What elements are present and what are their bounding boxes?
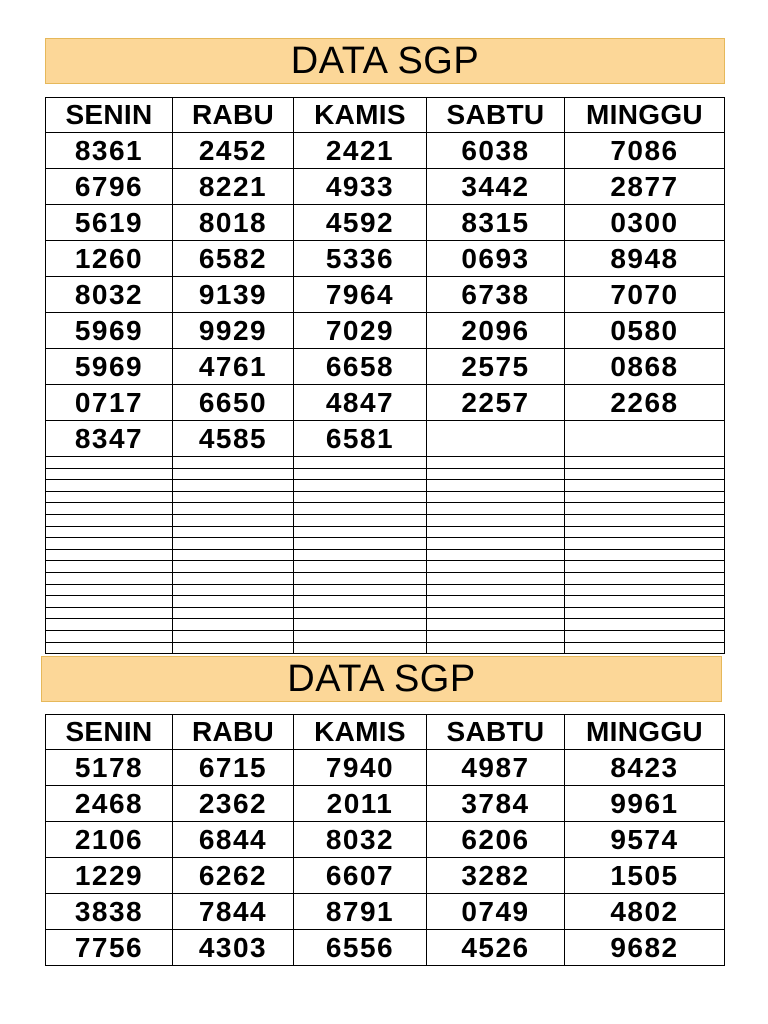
empty-row [46, 607, 725, 619]
table-cell: 6738 [427, 277, 565, 313]
empty-cell [173, 572, 294, 584]
table-cell: 8361 [46, 133, 173, 169]
empty-cell [294, 584, 427, 596]
table-cell: 6796 [46, 169, 173, 205]
table-cell: 2362 [173, 786, 294, 822]
table-cell: 4987 [427, 750, 565, 786]
section-2-title: DATA SGP [41, 656, 722, 702]
table-row [46, 349, 725, 385]
empty-cell [294, 503, 427, 515]
table-cell: 3784 [427, 786, 565, 822]
empty-cell [294, 514, 427, 526]
table-cell: 4847 [294, 385, 427, 421]
table-cell: 2468 [46, 786, 173, 822]
empty-cell [294, 480, 427, 492]
empty-cell [565, 526, 725, 538]
empty-cell [46, 561, 173, 573]
empty-cell [46, 630, 173, 642]
empty-cell [565, 619, 725, 631]
empty-cell [427, 503, 565, 515]
empty-cell [294, 642, 427, 654]
column-header-senin: SENIN [46, 98, 173, 133]
table-row [46, 822, 725, 858]
table-cell: 7964 [294, 277, 427, 313]
table-cell: 6715 [173, 750, 294, 786]
empty-row [46, 572, 725, 584]
table-cell: 7844 [173, 894, 294, 930]
table-cell: 0580 [565, 313, 725, 349]
empty-cell [427, 607, 565, 619]
empty-cell [46, 584, 173, 596]
table-cell: 6038 [427, 133, 565, 169]
table-cell: 4761 [173, 349, 294, 385]
empty-cell [173, 468, 294, 480]
empty-row [46, 468, 725, 480]
table-cell: 7070 [565, 277, 725, 313]
table-cell: 9139 [173, 277, 294, 313]
table-cell: 6650 [173, 385, 294, 421]
table-cell: 2575 [427, 349, 565, 385]
column-header-kamis: KAMIS [294, 98, 427, 133]
empty-cell [427, 457, 565, 469]
data-table-1 [45, 97, 725, 654]
table-cell: 3838 [46, 894, 173, 930]
header-row [46, 98, 725, 133]
empty-cell [427, 561, 565, 573]
table-cell: 7756 [46, 930, 173, 966]
empty-row [46, 630, 725, 642]
table-row [46, 385, 725, 421]
empty-cell [173, 607, 294, 619]
empty-cell [46, 480, 173, 492]
table-cell: 8221 [173, 169, 294, 205]
table-cell: 6556 [294, 930, 427, 966]
empty-row [46, 514, 725, 526]
table-cell: 9682 [565, 930, 725, 966]
empty-cell [173, 538, 294, 550]
table-cell: 6844 [173, 822, 294, 858]
table-cell: 8315 [427, 205, 565, 241]
empty-cell [46, 572, 173, 584]
empty-row [46, 642, 725, 654]
empty-cell [173, 503, 294, 515]
column-header-kamis: KAMIS [294, 715, 427, 750]
empty-cell [173, 457, 294, 469]
table-cell: 3442 [427, 169, 565, 205]
table-cell: 4303 [173, 930, 294, 966]
empty-cell [294, 457, 427, 469]
empty-cell [565, 584, 725, 596]
empty-cell [173, 526, 294, 538]
column-header-sabtu: SABTU [427, 715, 565, 750]
empty-cell [173, 480, 294, 492]
table-cell: 4592 [294, 205, 427, 241]
empty-cell [46, 491, 173, 503]
empty-cell [565, 630, 725, 642]
table-row [46, 894, 725, 930]
empty-cell [427, 630, 565, 642]
table-cell: 8347 [46, 421, 173, 457]
table-row [46, 169, 725, 205]
empty-row [46, 619, 725, 631]
header-row [46, 715, 725, 750]
empty-cell [565, 572, 725, 584]
empty-row [46, 596, 725, 608]
empty-cell [46, 468, 173, 480]
empty-row [46, 526, 725, 538]
empty-cell [565, 480, 725, 492]
table-cell: 9574 [565, 822, 725, 858]
empty-cell [173, 642, 294, 654]
table-cell: 7940 [294, 750, 427, 786]
empty-cell [565, 491, 725, 503]
table-cell: 6581 [294, 421, 427, 457]
table-cell: 9929 [173, 313, 294, 349]
empty-cell [46, 538, 173, 550]
column-header-rabu: RABU [173, 715, 294, 750]
empty-cell [294, 607, 427, 619]
table-cell: 2257 [427, 385, 565, 421]
table-row [46, 858, 725, 894]
table-cell: 6607 [294, 858, 427, 894]
empty-cell [173, 630, 294, 642]
empty-row [46, 491, 725, 503]
table-cell: 4585 [173, 421, 294, 457]
table-cell: 6262 [173, 858, 294, 894]
empty-row [46, 538, 725, 550]
data-table-2 [45, 714, 725, 966]
empty-cell [565, 596, 725, 608]
empty-cell [46, 642, 173, 654]
empty-cell [565, 457, 725, 469]
table-cell: 3282 [427, 858, 565, 894]
table-cell: 6582 [173, 241, 294, 277]
table-cell: 1505 [565, 858, 725, 894]
empty-cell [173, 619, 294, 631]
table-cell: 9961 [565, 786, 725, 822]
empty-cell [46, 549, 173, 561]
empty-cell [565, 468, 725, 480]
empty-cell [46, 596, 173, 608]
table-row [46, 313, 725, 349]
table-cell: 6206 [427, 822, 565, 858]
empty-cell [565, 561, 725, 573]
table-row [46, 750, 725, 786]
table-cell: 5619 [46, 205, 173, 241]
table-cell: 5969 [46, 349, 173, 385]
empty-cell [565, 538, 725, 550]
table-cell: 4933 [294, 169, 427, 205]
table-cell: 1229 [46, 858, 173, 894]
empty-cell [173, 561, 294, 573]
table-cell: 2011 [294, 786, 427, 822]
table-row [46, 930, 725, 966]
table-cell: 2268 [565, 385, 725, 421]
empty-cell [46, 619, 173, 631]
empty-cell [294, 630, 427, 642]
table-cell: 2452 [173, 133, 294, 169]
table-row [46, 241, 725, 277]
table-cell: 2877 [565, 169, 725, 205]
empty-cell [565, 642, 725, 654]
table-cell [565, 421, 725, 457]
empty-cell [565, 514, 725, 526]
empty-cell [173, 584, 294, 596]
empty-cell [173, 514, 294, 526]
column-header-sabtu: SABTU [427, 98, 565, 133]
empty-cell [565, 549, 725, 561]
empty-cell [427, 572, 565, 584]
table-cell: 0693 [427, 241, 565, 277]
empty-cell [294, 538, 427, 550]
table-cell: 0868 [565, 349, 725, 385]
table-cell [427, 421, 565, 457]
empty-row [46, 480, 725, 492]
table-row [46, 133, 725, 169]
table-cell: 6658 [294, 349, 427, 385]
empty-cell [173, 491, 294, 503]
empty-row [46, 549, 725, 561]
table-cell: 4526 [427, 930, 565, 966]
empty-cell [294, 468, 427, 480]
table-cell: 8791 [294, 894, 427, 930]
table-cell: 1260 [46, 241, 173, 277]
empty-cell [173, 596, 294, 608]
column-header-rabu: RABU [173, 98, 294, 133]
empty-cell [427, 491, 565, 503]
table-cell: 0717 [46, 385, 173, 421]
empty-cell [294, 572, 427, 584]
empty-cell [427, 619, 565, 631]
table-row [46, 277, 725, 313]
column-header-minggu: MINGGU [565, 715, 725, 750]
empty-row [46, 561, 725, 573]
table-row [46, 786, 725, 822]
table-cell: 0300 [565, 205, 725, 241]
table-row [46, 421, 725, 457]
empty-cell [46, 457, 173, 469]
empty-cell [294, 596, 427, 608]
table-cell: 5336 [294, 241, 427, 277]
empty-cell [427, 526, 565, 538]
empty-cell [565, 503, 725, 515]
empty-cell [294, 526, 427, 538]
empty-row [46, 503, 725, 515]
table-cell: 2421 [294, 133, 427, 169]
table-cell: 2106 [46, 822, 173, 858]
empty-cell [46, 526, 173, 538]
empty-cell [427, 642, 565, 654]
table-cell: 8032 [294, 822, 427, 858]
empty-cell [427, 514, 565, 526]
empty-cell [565, 607, 725, 619]
column-header-senin: SENIN [46, 715, 173, 750]
table-cell: 5969 [46, 313, 173, 349]
table-cell: 0749 [427, 894, 565, 930]
table-row [46, 205, 725, 241]
empty-cell [46, 514, 173, 526]
empty-cell [427, 468, 565, 480]
table-cell: 8423 [565, 750, 725, 786]
empty-row [46, 584, 725, 596]
empty-cell [294, 491, 427, 503]
empty-cell [427, 596, 565, 608]
empty-cell [46, 607, 173, 619]
table-cell: 8032 [46, 277, 173, 313]
empty-cell [294, 561, 427, 573]
empty-cell [427, 480, 565, 492]
section-1-title: DATA SGP [45, 38, 725, 84]
empty-cell [427, 538, 565, 550]
empty-cell [294, 549, 427, 561]
empty-row [46, 457, 725, 469]
empty-cell [46, 503, 173, 515]
table-cell: 8948 [565, 241, 725, 277]
table-cell: 2096 [427, 313, 565, 349]
table-cell: 4802 [565, 894, 725, 930]
table-cell: 7086 [565, 133, 725, 169]
empty-cell [427, 549, 565, 561]
empty-cell [173, 549, 294, 561]
column-header-minggu: MINGGU [565, 98, 725, 133]
empty-cell [427, 584, 565, 596]
table-cell: 5178 [46, 750, 173, 786]
table-cell: 7029 [294, 313, 427, 349]
empty-cell [294, 619, 427, 631]
table-cell: 8018 [173, 205, 294, 241]
